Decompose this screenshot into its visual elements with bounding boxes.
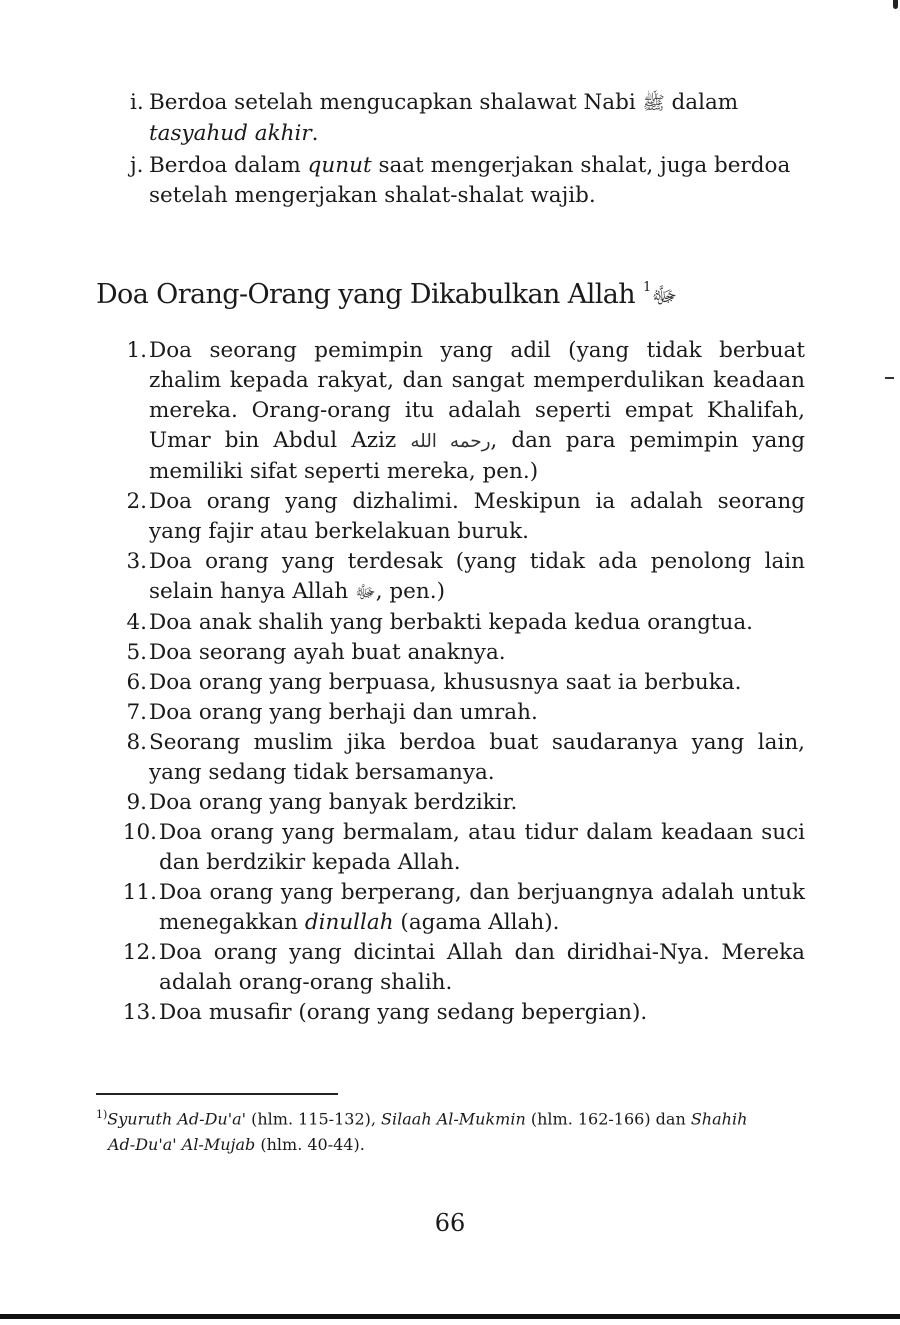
item-number: 4.: [126, 610, 147, 635]
list-item: [115, 878, 805, 938]
footnote-line: [96, 1102, 810, 1132]
text-run: Doa seorang pemimpin yang adil (yang tidak berbuat zhalim kepada rakyat, dan sangat memperdulikan keadaan mereka. Orang-orang itu adalah seperti empat Khalifah, Umar bin Abdul Aziz: [149, 338, 805, 453]
text-run: (hlm. 162-166) dan: [525, 1109, 691, 1129]
bottom-rule: [0, 1314, 900, 1319]
item-text: [148, 487, 805, 547]
list-text: [149, 151, 810, 211]
italic-term: Shahih: [690, 1109, 748, 1129]
numbered-list: [115, 336, 805, 1028]
list-item: [115, 638, 805, 668]
list-item: [115, 788, 805, 818]
list-item: [115, 547, 805, 608]
list-marker: j.: [130, 153, 144, 178]
honorific-glyph: ﷺ: [642, 93, 665, 114]
italic-term: qunut: [307, 153, 372, 178]
item-number: 13.: [122, 1000, 157, 1025]
text-run: Berdoa dalam: [149, 153, 308, 178]
text-run: Doa orang yang berperang, dan berjuangnya adalah untuk menegakkan: [159, 880, 805, 935]
list-item: [130, 88, 810, 149]
text-run: Doa orang yang banyak berdzikir.: [149, 790, 518, 815]
footnote-reference: 1: [643, 280, 652, 295]
list-item: [115, 938, 805, 998]
footnote-text: [108, 1135, 365, 1154]
text-run: , dan para pemimpin yang memiliki sifat seperti mereka, pen.): [149, 428, 805, 484]
item-number: 8.: [126, 730, 147, 755]
list-item: [115, 336, 805, 487]
italic-term: Silaah Al-Mukmin: [381, 1109, 526, 1129]
text-run: saat mengerjakan shalat, juga berdoa setelah mengerjakan shalat-shalat wajib.: [149, 153, 791, 208]
list-item: [115, 728, 805, 788]
item-text: [148, 668, 805, 698]
margin-tick: [885, 377, 894, 379]
corner-mark: [893, 0, 898, 9]
list-item: [115, 998, 805, 1028]
footnote: [96, 1102, 810, 1158]
item-text: [148, 608, 805, 638]
item-number: 7.: [126, 700, 147, 725]
text-run: Doa orang yang dicintai Allah dan diridhai-Nya. Mereka adalah orang-orang shalih.: [159, 940, 805, 995]
item-text: [158, 998, 805, 1028]
footnote-divider: [96, 1093, 338, 1095]
item-text: [148, 638, 805, 668]
item-text: [148, 788, 805, 818]
footnote-marker: 1): [96, 1108, 108, 1121]
text-run: .: [311, 121, 319, 146]
item-number: 11.: [122, 880, 157, 905]
item-text: [158, 818, 805, 878]
list-item: [115, 668, 805, 698]
heading-title: Doa Orang-Orang yang Dikabulkan Allah: [96, 279, 644, 310]
list-item: [115, 698, 805, 728]
list-item: [115, 487, 805, 547]
text-run: (agama Allah).: [393, 910, 560, 935]
item-number: 2.: [126, 489, 147, 514]
italic-term: tasyahud akhir: [149, 121, 312, 146]
item-number: 1.: [126, 338, 147, 363]
text-run: Doa musafir (orang yang sedang bepergian).: [159, 1000, 648, 1025]
page-number: 66: [434, 1209, 466, 1237]
text-run: Doa anak shalih yang berbakti kepada kedua orangtua.: [149, 610, 753, 635]
item-text: [158, 878, 805, 938]
list-marker: i.: [130, 90, 144, 115]
text-run: Doa orang yang berhaji dan umrah.: [149, 700, 538, 725]
text-run: Berdoa setelah mengucapkan shalawat Nabi: [149, 90, 643, 115]
text-run: dalam: [664, 90, 739, 115]
item-number: 5.: [126, 640, 147, 665]
text-run: Doa orang yang terdesak (yang tidak ada penolong lain selain hanya Allah: [149, 549, 805, 604]
italic-term: Ad-Du'a' Al-Mujab: [108, 1135, 256, 1155]
list-item: [130, 151, 810, 211]
text-run: , pen.): [375, 579, 445, 604]
item-text: [148, 336, 805, 487]
text-run: Doa orang yang dizhalimi. Meskipun ia adalah seorang yang fajir atau berkelakuan buruk.: [149, 489, 805, 544]
item-text: [148, 728, 805, 788]
item-number: 3.: [126, 549, 147, 574]
honorific-glyph: ﷻ: [355, 582, 376, 603]
item-number: 12.: [122, 940, 157, 965]
text-run: (hlm. 115-132),: [246, 1109, 382, 1129]
item-number: 10.: [122, 820, 157, 845]
footnote-line: [96, 1132, 810, 1158]
honorific-glyph: رحمه الله: [410, 431, 491, 452]
continued-list: [130, 88, 810, 213]
italic-term: Syuruth Ad-Du'a': [107, 1109, 247, 1129]
list-item: [115, 818, 805, 878]
text-run: Doa orang yang bermalam, atau tidur dalam keadaan suci dan berdzikir kepada Allah.: [159, 820, 805, 875]
list-text: [149, 88, 810, 149]
text-run: Doa orang yang berpuasa, khususnya saat ia berbuka.: [149, 670, 742, 695]
item-text: [148, 547, 805, 608]
list-item: [115, 608, 805, 638]
text-run: (hlm. 40-44).: [255, 1135, 365, 1155]
footnote-text: [107, 1109, 747, 1128]
italic-term: dinullah: [304, 910, 394, 935]
text-run: Doa seorang ayah buat anaknya.: [149, 640, 506, 665]
item-number: 9.: [126, 790, 147, 815]
section-heading: [96, 268, 677, 316]
item-text: [148, 698, 805, 728]
item-text: [158, 938, 805, 998]
text-run: Seorang muslim jika berdoa buat saudaranya yang lain, yang sedang tidak bersamanya.: [149, 730, 805, 785]
item-number: 6.: [126, 670, 147, 695]
honorific-glyph: ﷻ: [651, 283, 678, 309]
